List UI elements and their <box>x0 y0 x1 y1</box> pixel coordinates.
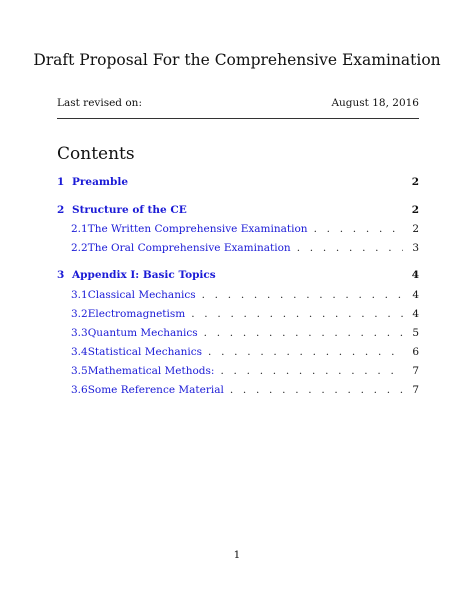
toc-section-structure[interactable] <box>57 203 419 217</box>
toc-number[interactable]: 3.4 <box>71 346 88 358</box>
toc-link-written[interactable]: The Written Comprehensive Examination <box>87 223 308 235</box>
toc-page-number: 5 <box>412 327 419 339</box>
toc-leader-dots <box>204 326 403 340</box>
toc-subsection-statistical[interactable] <box>71 345 419 359</box>
toc-link-structure[interactable]: Structure of the CE <box>72 204 187 216</box>
toc-number[interactable]: 2 <box>57 204 65 216</box>
toc-subsection-quantum[interactable] <box>71 326 419 340</box>
toc-number[interactable]: 3.5 <box>71 365 88 377</box>
toc-link-preamble[interactable]: Preamble <box>72 176 129 188</box>
toc-number[interactable]: 3.6 <box>71 384 88 396</box>
toc-leader-dots <box>220 364 403 378</box>
toc-number[interactable]: 1 <box>57 176 65 188</box>
toc-number[interactable]: 3.2 <box>71 308 88 320</box>
toc-page-number: 2 <box>411 176 419 188</box>
toc-leader-dots <box>202 288 403 302</box>
toc-subsection-classical[interactable] <box>71 288 419 302</box>
toc-page-number: 2 <box>411 204 419 216</box>
toc-page-number: 6 <box>412 346 419 358</box>
toc-subsection-oral[interactable] <box>71 241 419 255</box>
horizontal-rule <box>57 118 419 119</box>
toc-number[interactable]: 3 <box>57 269 65 281</box>
toc-link-reference[interactable]: Some Reference Material <box>87 384 224 396</box>
toc-leader-dots <box>297 241 403 255</box>
toc-number[interactable]: 2.1 <box>71 223 88 235</box>
toc-number[interactable]: 3.1 <box>71 289 88 301</box>
toc-page-number: 4 <box>412 308 419 320</box>
document-title: Draft Proposal For the Comprehensive Examination <box>33 51 441 69</box>
toc-link-appendix[interactable]: Appendix I: Basic Topics <box>72 269 216 281</box>
toc-page-number: 7 <box>412 384 419 396</box>
toc-page-number: 7 <box>412 365 419 377</box>
toc-link-oral[interactable]: The Oral Comprehensive Examination <box>87 242 291 254</box>
toc-subsection-reference[interactable] <box>71 383 419 397</box>
toc-link-classical[interactable]: Classical Mechanics <box>87 289 196 301</box>
toc-leader-dots <box>191 307 403 321</box>
toc-number[interactable]: 2.2 <box>71 242 88 254</box>
toc-subsection-written[interactable] <box>71 222 419 236</box>
revised-date: August 18, 2016 <box>331 97 419 109</box>
toc-leader-dots <box>314 222 403 236</box>
revision-row <box>57 96 419 110</box>
toc-page-number: 3 <box>412 242 419 254</box>
toc-link-math[interactable]: Mathematical Methods: <box>87 365 215 377</box>
toc-subsection-em[interactable] <box>71 307 419 321</box>
toc-page-number: 4 <box>411 269 419 281</box>
page-number: 1 <box>233 549 241 561</box>
toc-subsection-math[interactable] <box>71 364 419 378</box>
toc-section-appendix[interactable] <box>57 268 419 282</box>
toc-link-em[interactable]: Electromagnetism <box>87 308 186 320</box>
toc-number[interactable]: 3.3 <box>71 327 88 339</box>
toc-page-number: 4 <box>412 289 419 301</box>
toc-page-number: 2 <box>412 223 419 235</box>
toc-leader-dots <box>208 345 403 359</box>
toc-leader-dots <box>230 383 403 397</box>
toc-link-statistical[interactable]: Statistical Mechanics <box>87 346 203 358</box>
toc-link-quantum[interactable]: Quantum Mechanics <box>87 327 198 339</box>
revised-label: Last revised on: <box>57 97 142 109</box>
toc-section-preamble[interactable] <box>57 175 419 189</box>
contents-heading: Contents <box>57 144 135 164</box>
